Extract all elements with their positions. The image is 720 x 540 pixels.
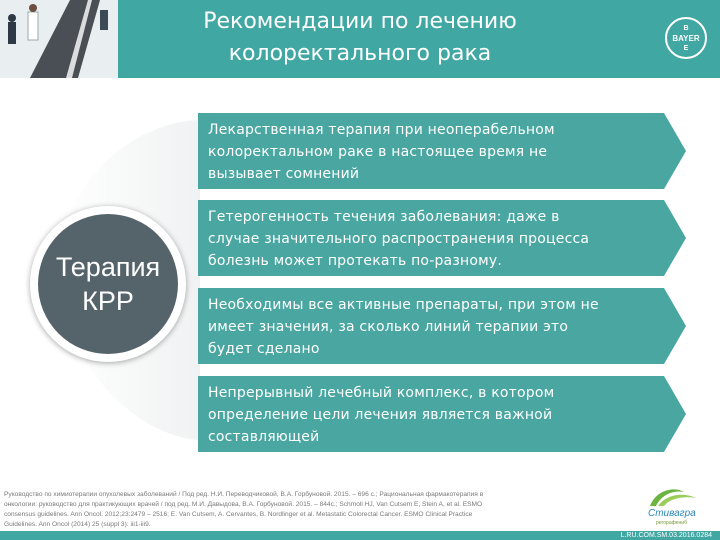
brand-subtitle: регорафениб <box>656 520 687 526</box>
text-line: будет сделано <box>208 341 320 357</box>
recommendation-text <box>208 206 648 272</box>
references-footnote <box>4 490 614 530</box>
header-photo <box>0 0 118 78</box>
circle-label-line-1: Терапия <box>55 252 161 282</box>
text-line: случае значительного распространения процесса <box>208 231 590 247</box>
text-line: вызывает сомнений <box>208 166 360 182</box>
recommendation-item-4 <box>198 376 686 452</box>
header-band <box>0 0 720 78</box>
text-line: Гетерогенность течения заболевания: даже в <box>208 209 560 225</box>
text-line: Непрерывный лечебный комплекс, в котором <box>208 385 555 401</box>
bayer-logo <box>664 16 708 60</box>
document-code: L.RU.COM.SM.03.2016.0284 <box>620 532 712 539</box>
recommendation-item-3 <box>198 288 686 364</box>
text-line: Необходимы все активные препараты, при этом не <box>208 297 599 313</box>
text-line: колоректальном раке в настоящее время не <box>208 144 548 160</box>
bottom-bar <box>0 531 720 540</box>
recommendation-item-1 <box>198 113 686 189</box>
recommendation-item-2 <box>198 200 686 276</box>
recommendation-text <box>208 382 648 448</box>
footnote-line: Руководство по химиотерапии опухолевых заболеваний / Под ред. Н.И. Переводчиковой, В.А. Горбуновой. 2015. – 696 с.; Рациональная фармакотерапия в <box>4 491 484 498</box>
recommendation-text <box>208 119 648 185</box>
page-title <box>150 6 570 70</box>
svg-text:E: E <box>683 45 689 52</box>
text-line: имеет значения, за сколько линий терапии это <box>208 319 569 335</box>
title-line-2: колоректального рака <box>228 41 492 66</box>
svg-text:BAYER: BAYER <box>672 34 700 43</box>
text-line: Лекарственная терапия при неоперабельном <box>208 122 555 138</box>
recommendation-text <box>208 294 648 360</box>
therapy-circle <box>38 214 178 354</box>
footnote-line: Guidelines. Ann Oncol (2014) 25 (suppl 3): iii1-iii9. <box>4 521 151 528</box>
footnote-line: consensus guidelines. Ann Oncol. 2012;23:2479 – 2516; E. Van Cutsem, A. Cervantes, B. Nordlinger et al. Metastatic Colorectal Cancer. ESMO Clinical Practice <box>4 511 473 518</box>
svg-text:B: B <box>683 25 689 32</box>
text-line: болезнь может протекать по-разному. <box>208 253 502 269</box>
title-line-1: Рекомендации по лечению <box>203 9 517 34</box>
brand-name: Стивагра <box>648 508 696 519</box>
text-line: определение цели лечения является важной <box>208 407 553 423</box>
footnote-line: онкологии: руководство для практикующих врачей / под ред. М.И. Давыдова, В.А. Горбуновой. 2015. – 844с.; Schmoll HJ, Van Cutsem E, Stein A, et al. ESMO <box>4 501 483 508</box>
circle-label-line-2: КРР <box>82 286 134 316</box>
text-line: составляющей <box>208 429 320 445</box>
